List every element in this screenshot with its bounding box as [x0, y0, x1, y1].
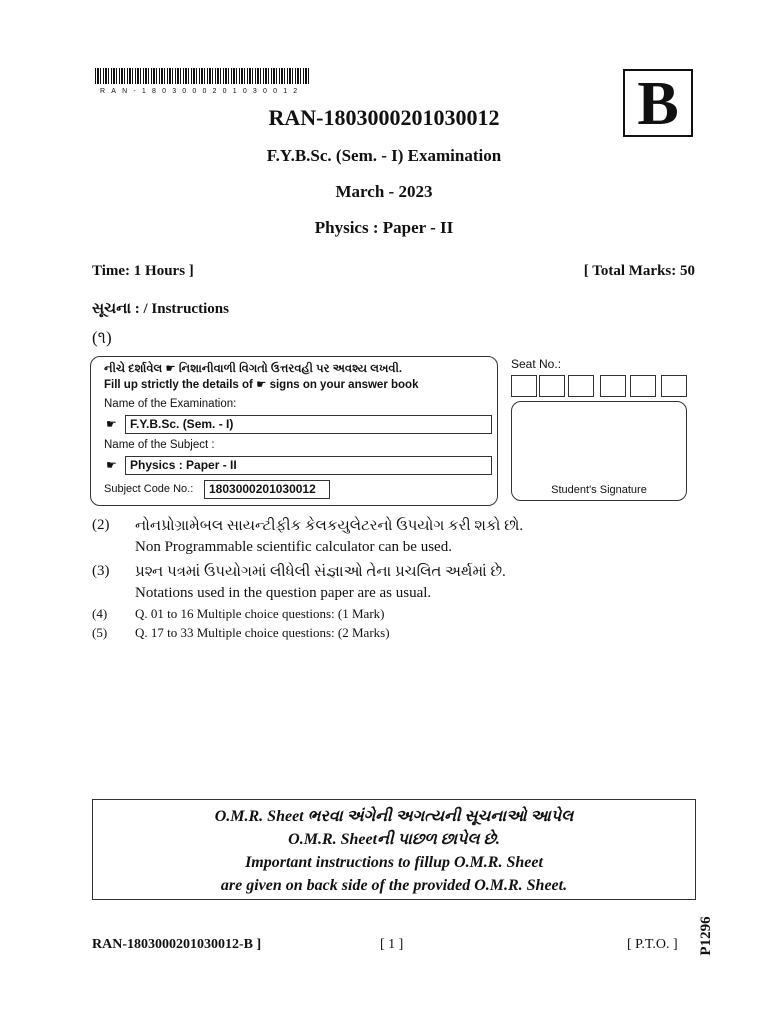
- exam-date: March - 2023: [335, 182, 433, 201]
- seat-number-cell[interactable]: [511, 375, 537, 397]
- exam-name-label: Name of the Examination:: [104, 398, 237, 410]
- seat-number-cell[interactable]: [568, 375, 594, 397]
- total-marks-label: [ Total Marks: 50: [583, 263, 695, 279]
- instruction-2-gujarati: નોનપ્રોગ્રામેબલ સાયન્ટીફીક કેલકયુલેટરનો ઉપયોગ કરી શકો છો.: [135, 518, 524, 534]
- subject-name-label: Name of the Subject :: [104, 439, 215, 451]
- instruction-5-text: Q. 17 to 33 Multiple choice questions: (2 Marks): [135, 625, 390, 640]
- subject-code-field: 1803000201030012: [204, 480, 330, 499]
- seat-number-cell[interactable]: [630, 375, 656, 397]
- omr-line-4: are given on back side of the provided O.M.R. Sheet.: [220, 877, 568, 894]
- set-letter-box: B: [623, 69, 693, 137]
- pointing-hand-icon: ☛: [106, 417, 117, 431]
- time-label: Time: 1 Hours ]: [92, 263, 194, 279]
- subject-code-label: Subject Code No.:: [104, 483, 194, 495]
- pointing-hand-icon: ☛: [106, 458, 117, 472]
- instruction-3-english: Notations used in the question paper are as usual.: [135, 585, 432, 601]
- page-number: [ 1 ]: [380, 937, 404, 952]
- exam-name-field: F.Y.B.Sc. (Sem. - I): [125, 415, 492, 434]
- subject-title: Physics : Paper - II: [314, 218, 454, 237]
- instruction-3-gujarati: પ્રશ્ન પત્રમાં ઉપયોગમાં લીધેલી સંજ્ઞાઓ તેના પ્રચલિત અર્થમાં છે.: [135, 564, 506, 580]
- instruction-3-number: (3): [92, 563, 110, 579]
- details-instruction-english: Fill up strictly the details of ☛ signs on your answer book: [104, 379, 419, 391]
- seat-number-cell[interactable]: [600, 375, 626, 397]
- instruction-2-english: Non Programmable scientific calculator can be used.: [135, 539, 452, 555]
- details-instruction-gujarati: નીચે દર્શાવેલ ☛ નિશાનીવાળી વિગતો ઉત્તરવહી પર અવશ્ય લખવી.: [104, 363, 403, 375]
- seat-number-cell[interactable]: [661, 375, 687, 397]
- subject-name-field: Physics : Paper - II: [125, 456, 492, 475]
- footer-paper-code: RAN-1803000201030012-B ]: [92, 937, 262, 952]
- omr-instructions-box: [92, 799, 696, 900]
- instruction-2-number: (2): [92, 517, 110, 533]
- omr-line-2: O.M.R. Sheetની પાછળ છાપેલ છે.: [288, 831, 500, 848]
- barcode: [95, 68, 310, 84]
- instruction-4-text: Q. 01 to 16 Multiple choice questions: (1 Mark): [135, 606, 385, 621]
- omr-line-1: O.M.R. Sheet ભરવા અંગેની અગત્યની સૂચનાઓ આપેલ: [214, 808, 574, 825]
- instruction-1-number: (૧): [92, 328, 112, 347]
- instructions-heading: સૂચના : / Instructions: [92, 301, 229, 317]
- omr-line-3: Important instructions to fillup O.M.R. Sheet: [245, 854, 543, 871]
- pto-label: [ P.T.O. ]: [627, 937, 678, 952]
- signature-label: Student's Signature: [551, 484, 647, 496]
- seat-number-label: Seat No.:: [511, 357, 562, 371]
- exam-title: F.Y.B.Sc. (Sem. - I) Examination: [266, 146, 502, 165]
- paper-code-title: RAN-1803000201030012: [268, 105, 500, 130]
- seat-number-cell[interactable]: [539, 375, 565, 397]
- instruction-5-number: (5): [92, 625, 108, 640]
- barcode-text: RAN-1803000201030012: [100, 88, 304, 95]
- side-code: P1296: [698, 916, 714, 956]
- instruction-4-number: (4): [92, 606, 108, 621]
